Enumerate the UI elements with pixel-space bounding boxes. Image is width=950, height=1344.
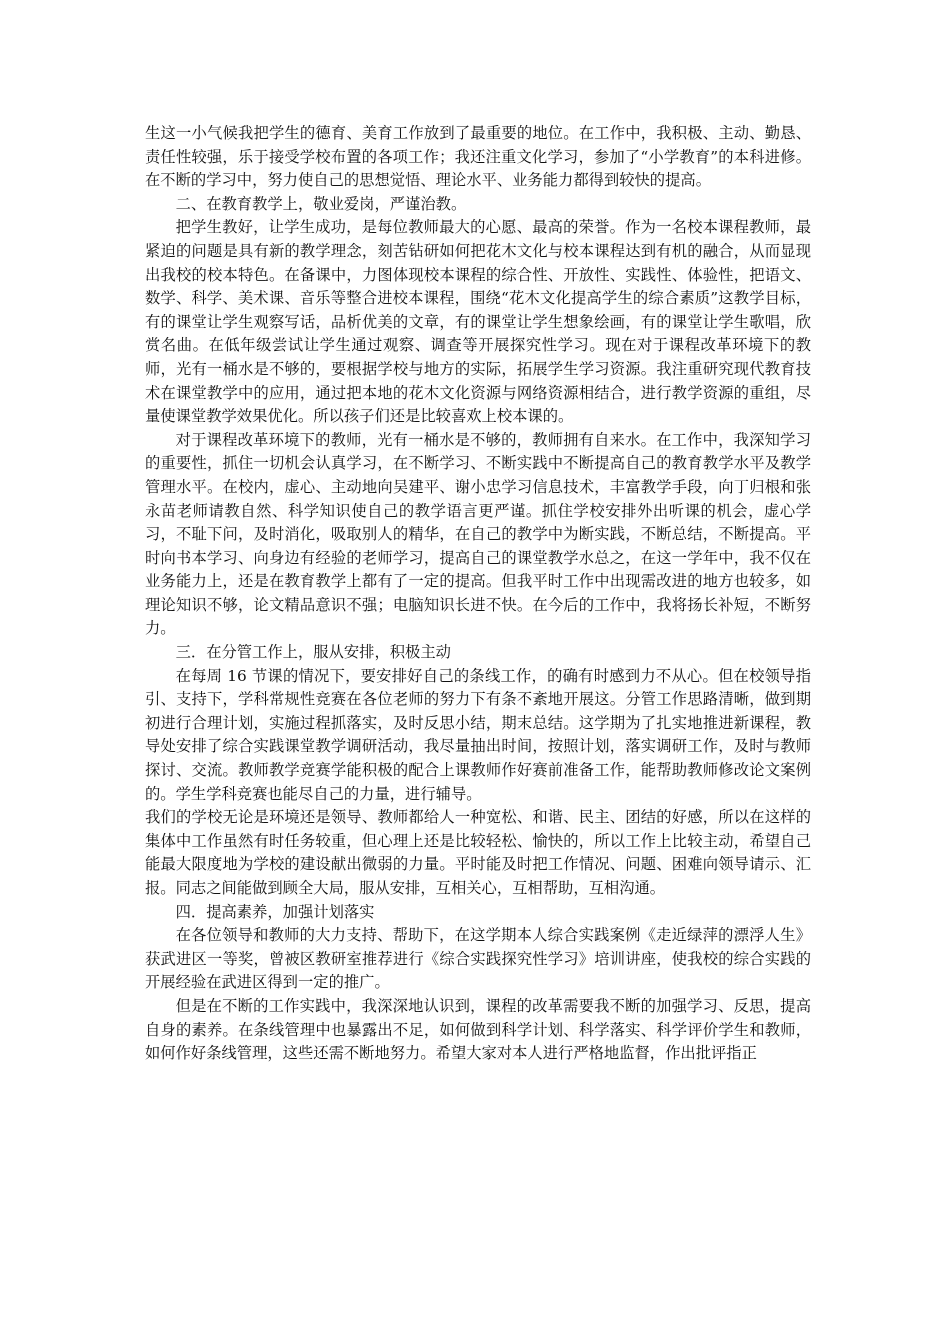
section-heading-literacy: 四．提高素养，加强计划落实 bbox=[175, 902, 375, 921]
section-heading-management: 三．在分管工作上，服从安排，积极主动 bbox=[175, 643, 451, 662]
paragraph-school-curriculum: 把学生教好，让学生成功，是每位教师最大的心愿、最高的荣誉。作为一名校本课程教师，最紧迫的问题是具有新的教学理念，刻苦钻研如何把花木文化与校本课程达到有机的融合，从而显现出我校的校本特色。在备课中，力图体现校本课程的综合性、开放性、实践性、体验性，把语文、数学、科学、美术课、音乐等整合进校本课程，围绕“花木文化提高学生的综合素质”这教学目标，有的课堂让学生观察写话，品析优美的文章，有的课堂让学生想象绘画，有的课堂让学生歌唱，欣赏名曲。在低年级尝试让学生通过观察、调查等开展探究性学习。现在对于课程改革环境下的教师，光有一桶水是不够的，要根据学校与地方的实际，拓展学生学习资源。我注重研究现代教育技术在课堂教学中的应用，通过把本地的花木文化资源与网络资源相结合，进行教学资源的重组，尽量使课堂教学效果优化。所以孩子们还是比较喜欢上校本课的。 bbox=[145, 218, 811, 426]
paragraph-continuous-learning: 对于课程改革环境下的教师，光有一桶水是不够的，教师拥有自来水。在工作中，我深知学习的重要性，抓住一切机会认真学习，在不断学习、不断实践中不断提高自己的教育教学水平及教学管理水平。在校内，虚心、主动地向吴建平、谢小忠学习信息技术，丰富教学手段，向丁归根和张永苗老师请教自然、科学知识使自己的教学语言更严谨。抓住学校安排外出听课的机会，虚心学习，不耻下问，及时消化，吸取别人的精华，在自己的教学中为断实践，不断总结，不断提高。平时向书本学习、向身边有经验的老师学习，提高自己的课堂教学水总之，在这一学年中，我不仅在业务能力上，还是在教育教学上都有了一定的提高。但我平时工作中出现需改进的地方也较多，如理论知识不够，论文精品意识不强；电脑知识长进不快。在今后的工作中，我将扬长补短，不断努力。 bbox=[145, 430, 811, 638]
paragraph-moral-education: 生这一小气候我把学生的德育、美育工作放到了最重要的地位。在工作中，我积极、主动、勤恳、责任性较强，乐于接受学校布置的各项工作；我还注重文化学习，参加了“小学教育”的本科进修。在不断的学习中，努力使自己的思想觉悟、理论水平、业务能力都得到较快的提高。 bbox=[145, 124, 811, 190]
section-heading-teaching: 二、在教育教学上，敬业爱岗，严谨治教。 bbox=[175, 194, 467, 213]
paragraph-awards: 在各位领导和教师的大力支持、帮助下，在这学期本人综合实践案例《走近绿萍的漂浮人生》获武进区一等奖，曾被区教研室推荐进行《综合实践探究性学习》培训讲座，使我校的综合实践的开展经验在武进区得到一定的推广。 bbox=[145, 926, 811, 992]
paragraph-school-atmosphere: 我们的学校无论是环境还是领导、教师都给人一种宽松、和谐、民主、团结的好感，所以在这样的集体中工作虽然有时任务较重，但心理上还是比较轻松、愉快的，所以工作上比较主动，希望自己能最大限度地为学校的建设献出微弱的力量。平时能及时把工作情况、问题、困难向领导请示、汇报。同志之间能做到顾全大局，服从安排，互相关心，互相帮助，互相沟通。 bbox=[145, 808, 811, 897]
paragraph-management-work: 在每周 16 节课的情况下，要安排好自己的条线工作，的确有时感到力不从心。但在校领导指引、支持下，学科常规性竞赛在各位老师的努力下有条不紊地开展这。分管工作思路清晰，做到期初进行合理计划，实施过程抓落实，及时反思小结，期末总结。这学期为了扎实地推进新课程，教导处安排了综合实践课堂教学调研活动，我尽量抽出时间，按照计划，落实调研工作，及时与教师探讨、交流。教师教学竞赛学能积极的配合上课教师作好赛前准备工作，能帮助教师修改论文案例的。学生学科竞赛也能尽自己的力量，进行辅导。 bbox=[145, 666, 811, 803]
paragraph-reflection: 但是在不断的工作实践中，我深深地认识到，课程的改革需要我不断的加强学习、反思，提高自身的素养。在条线管理中也暴露出不足，如何做到科学计划、科学落实、科学评价学生和教师，如何作好条线管理，这些还需不断地努力。希望大家对本人进行严格地监督，作出批评指正 bbox=[145, 996, 811, 1063]
document-body bbox=[145, 122, 811, 1066]
